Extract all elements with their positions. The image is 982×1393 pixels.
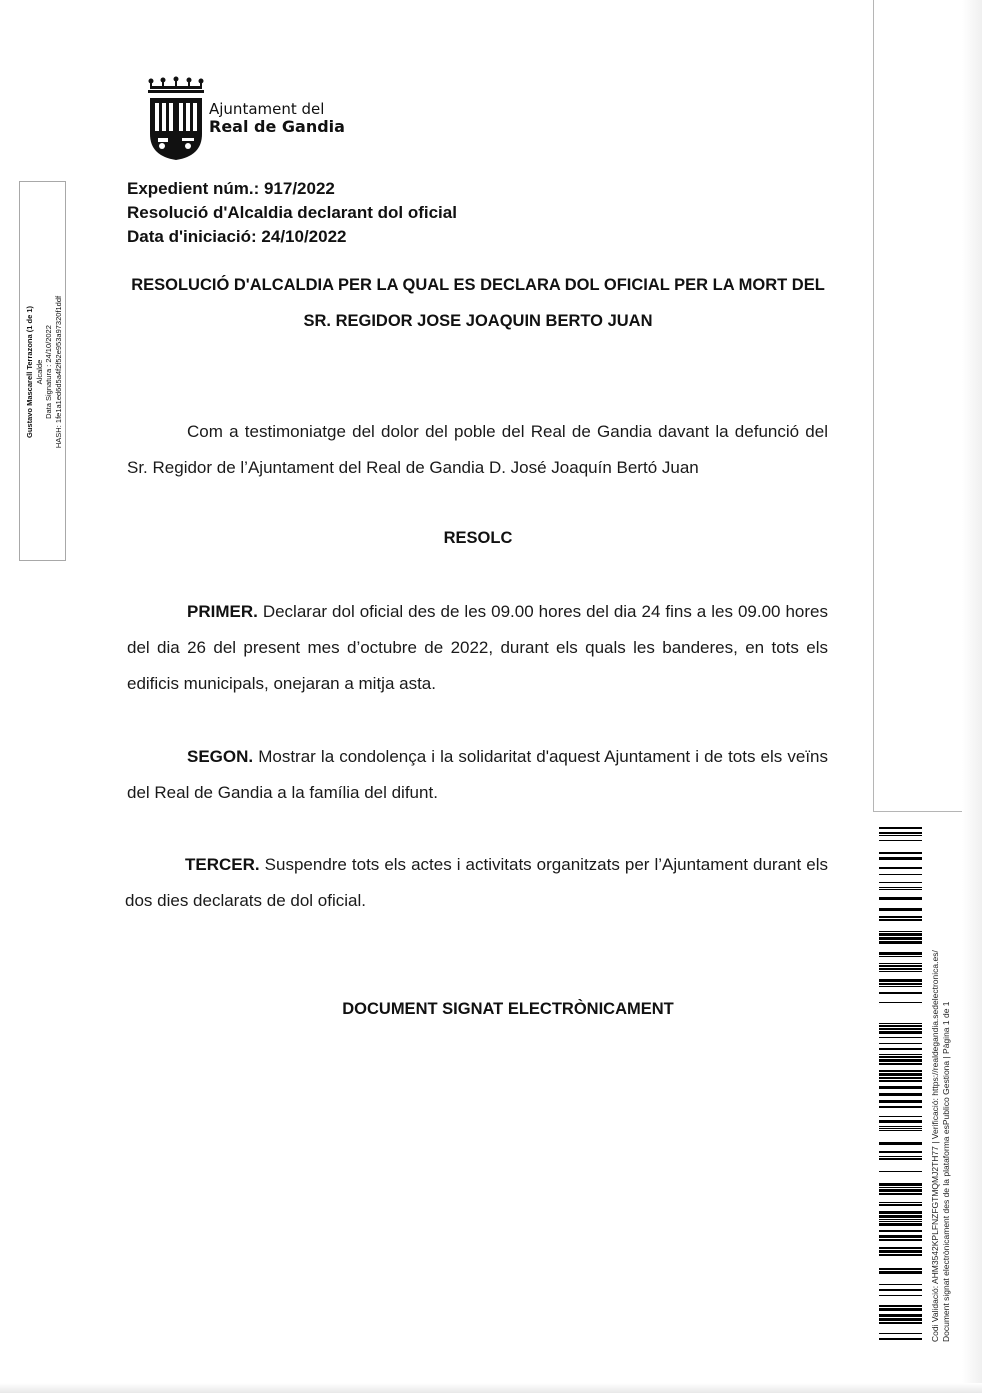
page-edge-shadow bbox=[962, 0, 982, 1393]
tercer-text: Suspendre tots els actes i activitats organitzats per l’Ajuntament durant els dos dies declarats de dol oficial. bbox=[125, 855, 828, 910]
intro-paragraph: Com a testimoniatge del dolor del poble del Real de Gandia davant la defunció del Sr. Regidor de l’Ajuntament del Real de Gandia D. José Joaquín Bertó Juan bbox=[127, 422, 828, 477]
resolution-title-line-1: RESOLUCIÓ D'ALCALDIA PER LA QUAL ES DECLARA DOL OFICIAL PER LA MORT DEL bbox=[131, 276, 825, 294]
tercer-label: TERCER. bbox=[185, 855, 260, 874]
platform-note: Document signat electrònicament des de la plataforma esPublico Gestiona | Pàgina 1 de 1 bbox=[941, 1001, 951, 1342]
primer-paragraph bbox=[127, 594, 828, 702]
signature-stamp-text bbox=[25, 187, 63, 557]
document-subject: Resolució d'Alcaldia declarant dol oficial bbox=[127, 203, 457, 222]
primer-label: PRIMER. bbox=[187, 602, 258, 621]
signer-name: Gustavo Mascarell Terrazona (1 de 1) bbox=[25, 306, 34, 438]
expedient-number: Expedient núm.: 917/2022 bbox=[127, 179, 335, 198]
segon-label: SEGON. bbox=[187, 747, 254, 766]
resolution-title-line-2: SR. REGIDOR JOSE JOAQUIN BERTO JUAN bbox=[303, 312, 653, 330]
logo-line-1: Ajuntament del bbox=[209, 100, 325, 118]
verification-text bbox=[930, 882, 952, 1342]
coat-of-arms-logo bbox=[146, 76, 206, 162]
signature-hash: HASH: 1fe1a1ed6d5a4f2f52e953a97320f1ddf bbox=[53, 295, 63, 449]
signer-role: Alcalde bbox=[34, 359, 44, 385]
signature-date: Data Signatura : 24/10/2022 bbox=[44, 325, 53, 419]
signature-stamp bbox=[19, 181, 66, 561]
page-bottom-shadow bbox=[0, 1383, 982, 1393]
start-date: Data d'iniciació: 24/10/2022 bbox=[127, 227, 347, 246]
primer-text: Declarar dol oficial des de les 09.00 hores del dia 24 fins a les 09.00 hores del dia 26 del present mes d’octubre de 2022, durant els quals les banderes, en tots els edificis municipals, onejaran a mitja asta. bbox=[127, 602, 828, 693]
verification-box bbox=[873, 0, 970, 812]
logo-line-2: Real de Gandia bbox=[209, 117, 345, 136]
tercer-paragraph bbox=[125, 847, 828, 919]
resolc-heading: RESOLC bbox=[443, 529, 513, 547]
barcode-icon bbox=[879, 827, 922, 1340]
segon-paragraph bbox=[127, 739, 828, 811]
signed-electronically: DOCUMENT SIGNAT ELECTRÒNICAMENT bbox=[342, 1000, 674, 1018]
segon-text: Mostrar la condolença i la solidaritat d'aquest Ajuntament i de tots els veïns del Real de Gandia a la família del difunt. bbox=[127, 747, 829, 802]
validation-code: Codi Validació: AHM3542KPLFNZFGTMQMJ2TH77 | Verificació: https://realdegandia.sedelectronica.es/ bbox=[930, 950, 940, 1342]
